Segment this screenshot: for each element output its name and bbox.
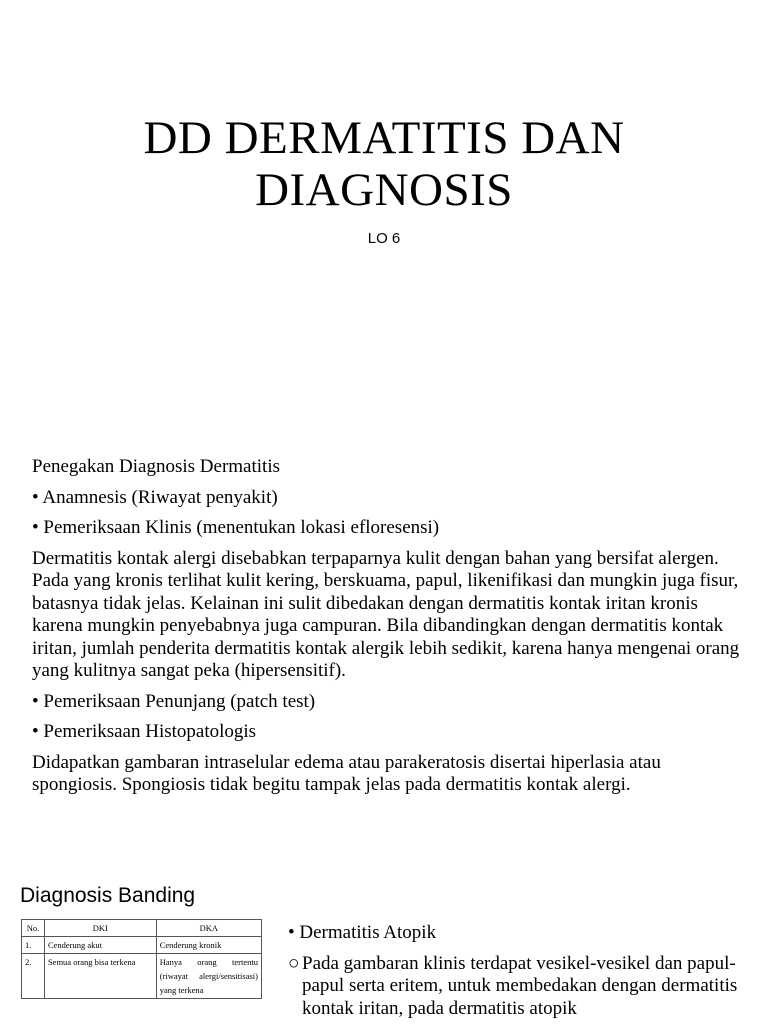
list-item [32, 691, 744, 714]
sub-list-item [288, 953, 748, 1021]
bullet-marker: • [32, 690, 39, 712]
table-cell: Cenderung kronik [156, 937, 261, 954]
body-paragraph: Didapatkan gambaran intraselular edema atau parakeratosis disertai hiperlasia atau spongiosis. Spongiosis tidak begitu tampak jelas pada dermatitis kontak alergi. [32, 751, 661, 795]
title-line-2: DIAGNOSIS [255, 164, 513, 216]
table-header-cell: No. [22, 920, 45, 937]
circle-bullet-icon: ○ [288, 952, 300, 974]
differential-list [288, 922, 748, 1020]
list-item-text: Pemeriksaan Histopatologis [43, 721, 257, 742]
table-cell: Cenderung akut [44, 937, 156, 954]
table-header-cell: DKI [44, 920, 156, 937]
body-paragraph: Dermatitis kontak alergi disebabkan terpaparnya kulit dengan bahan yang bersifat alergen. Pada yang kronis terlihat kulit kering, berskuama, papul, likenifikasi dan mungkin juga fisur, batasnya tidak jelas. Kelainan ini sulit dibedakan dengan dermatitis kontak iritan kronis karena mungkin penyebabnya juga campuran. Bila dibandingkan dengan dermatitis kontak iritan, jumlah penderita dermatitis kontak alergik lebih sedikit, karena hanya mengenai orang yang kulitnya sangat peka (hipersensitif). [32, 547, 740, 681]
table-cell: 1. [22, 937, 45, 954]
table-row [22, 954, 262, 999]
sub-list-item-text: Pada gambaran klinis terdapat vesikel-vesikel dan papul-papul serta eritem, untuk membedakan dengan dermatitis kontak iritan, pada dermatitis atopik [302, 952, 738, 1019]
list-item-text: Pemeriksaan Klinis (menentukan lokasi efloresensi) [43, 517, 440, 538]
title-line-1: DD DERMATITIS DAN [143, 112, 625, 164]
list-item [288, 922, 748, 945]
title-slide [0, 0, 768, 430]
list-item [32, 487, 744, 510]
slide-title [0, 112, 768, 216]
table-cell: Hanya orang tertentu (riwayat alergi/sensitisasi) yang terkena [156, 954, 261, 999]
list-item-text: Pemeriksaan Penunjang (patch test) [43, 690, 316, 712]
table-cell: 2. [22, 954, 45, 999]
bullet-marker: • [32, 486, 39, 508]
table-row [22, 937, 262, 954]
diagnosis-slide [32, 456, 744, 805]
list-item-text: Anamnesis (Riwayat penyakit) [42, 486, 278, 508]
table-cell: Semua orang bisa terkena [44, 954, 156, 999]
bullet-marker: • [32, 517, 39, 538]
table-header-cell: DKA [156, 920, 261, 937]
section-heading: Diagnosis Banding [20, 884, 196, 907]
comparison-table [21, 919, 262, 999]
list-item-text: Dermatitis Atopik [299, 922, 437, 943]
list-item [32, 517, 744, 540]
section-heading: Penegakan Diagnosis Dermatitis [32, 456, 281, 477]
bullet-marker: • [288, 922, 295, 943]
list-item [32, 721, 744, 744]
bullet-marker: • [32, 721, 39, 742]
table-header-row [22, 920, 262, 937]
slide-subtitle: LO 6 [367, 230, 401, 247]
